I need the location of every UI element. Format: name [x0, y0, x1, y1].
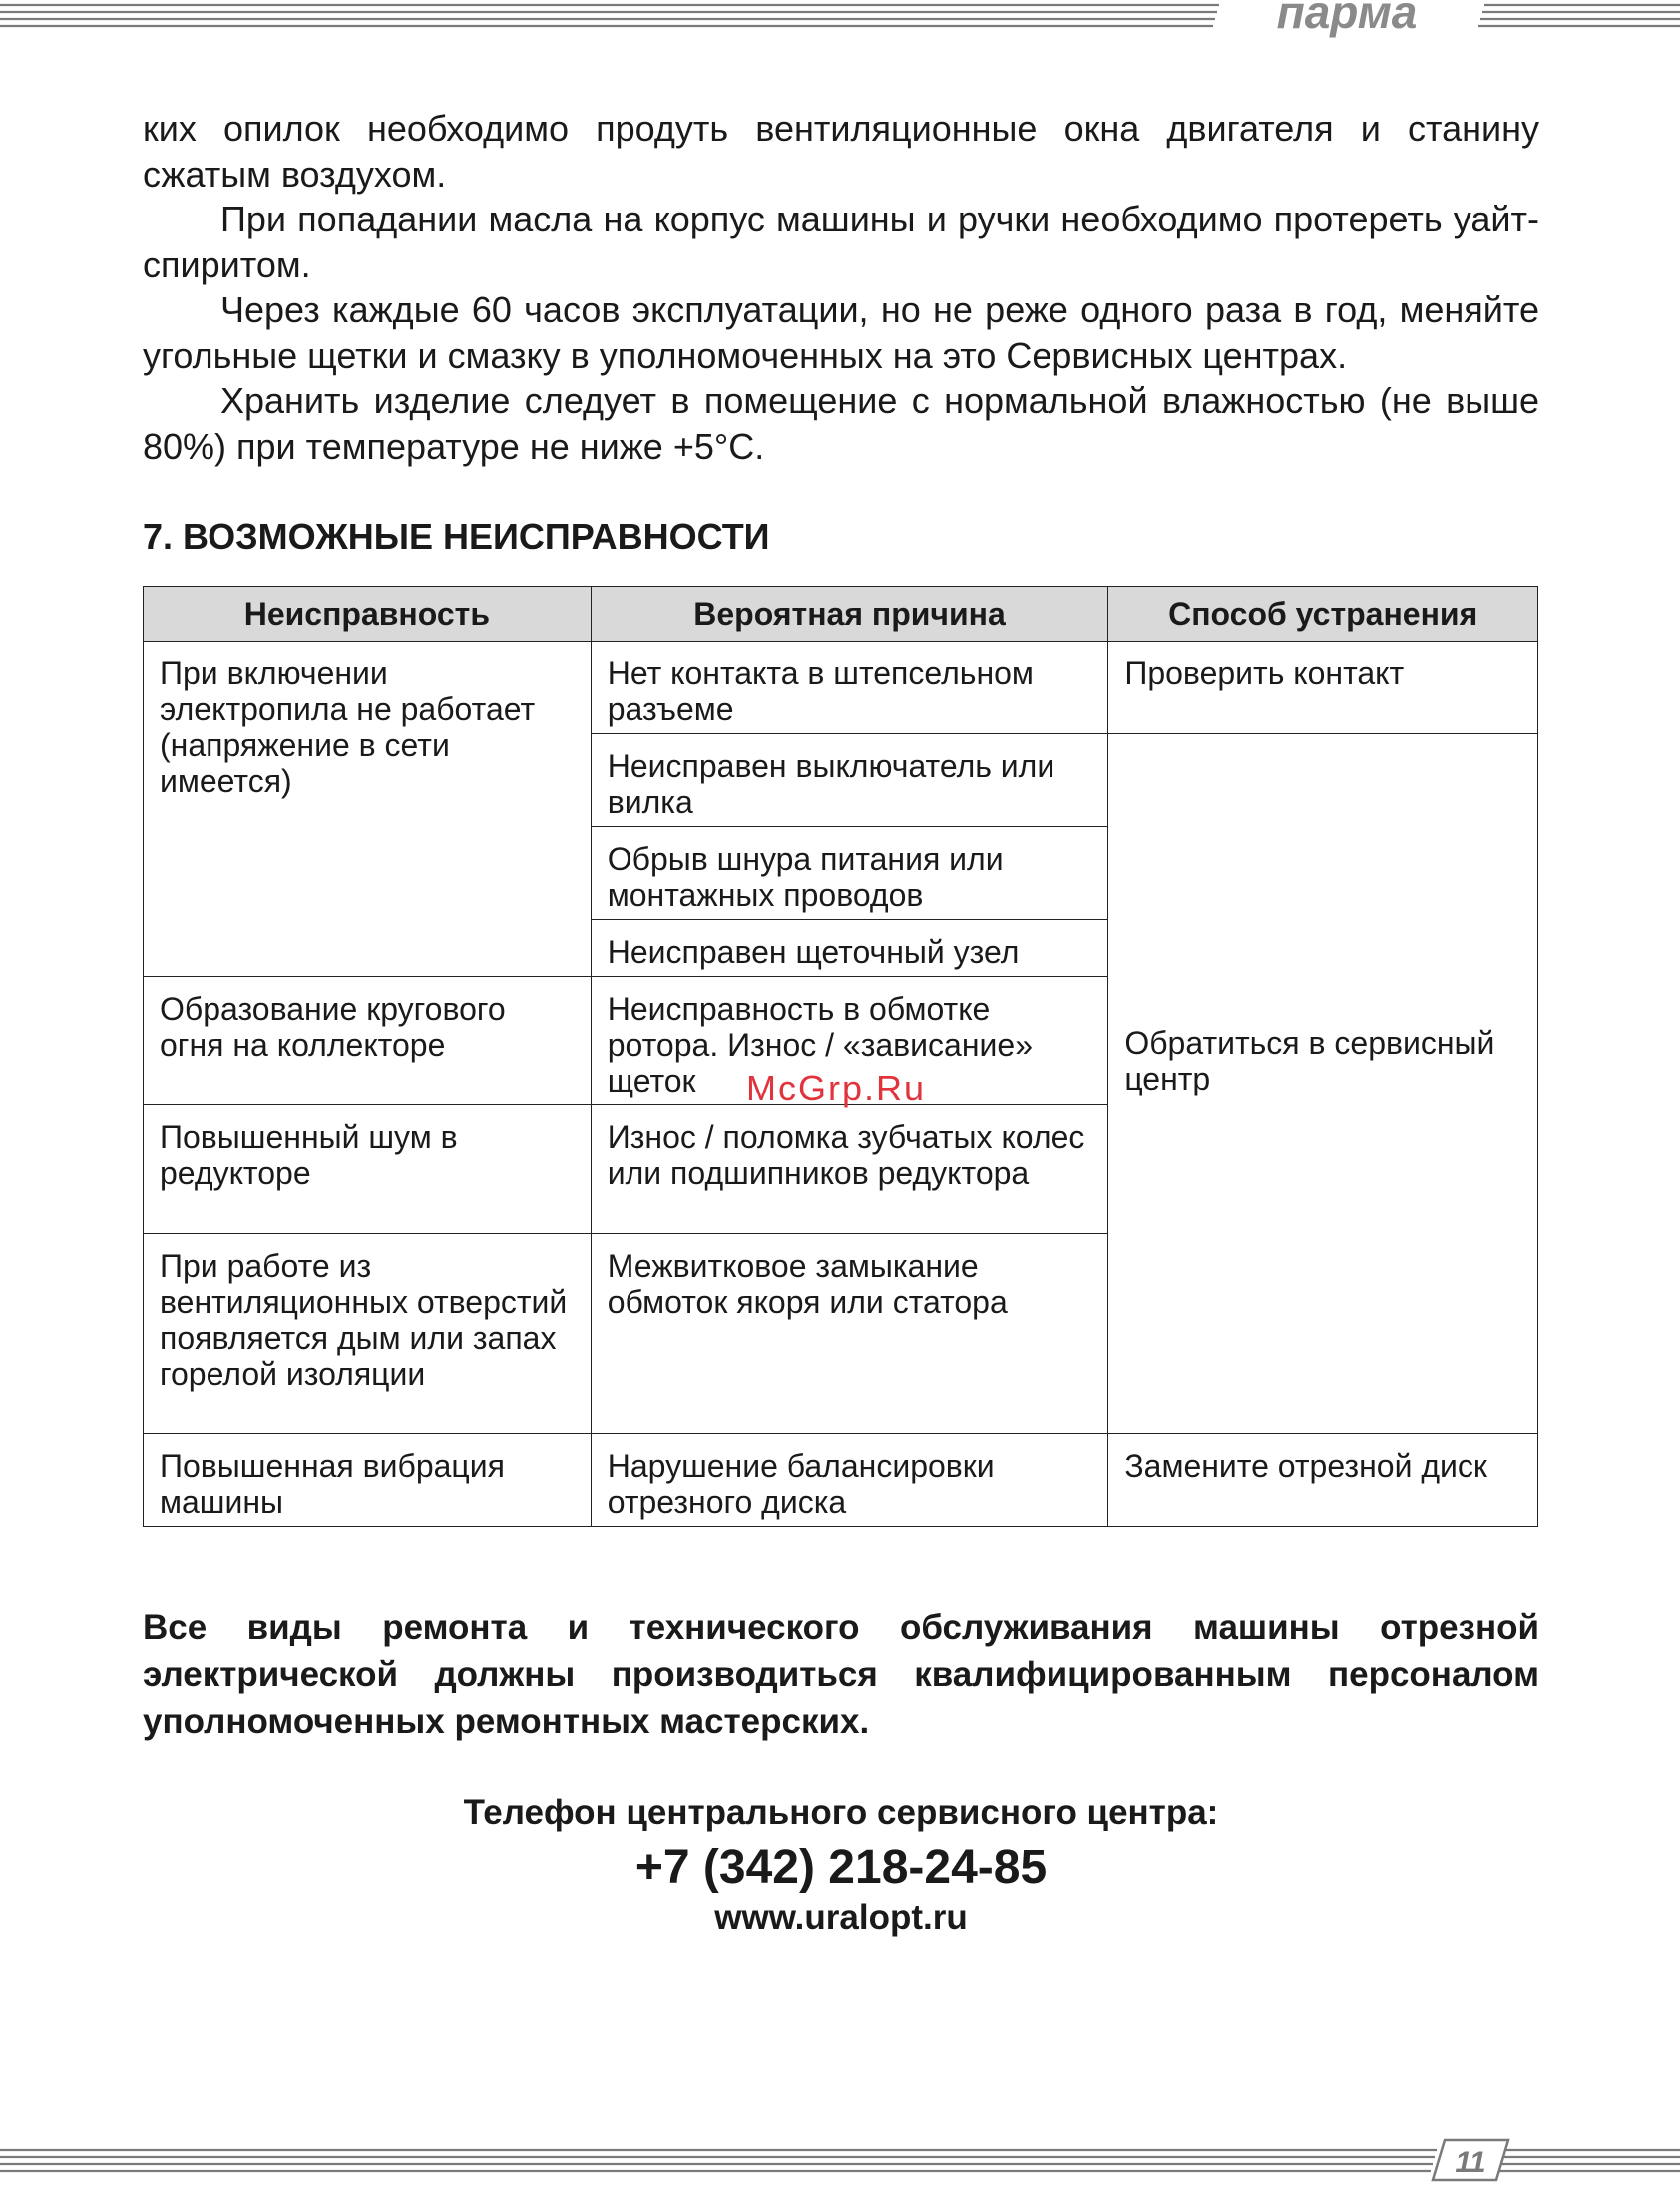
header-cause: Вероятная причина: [591, 587, 1108, 642]
cause-cell: Неисправен выключатель или вилка: [591, 734, 1108, 827]
page-number: 11: [1455, 2146, 1486, 2179]
repair-warning: [143, 1604, 1539, 1745]
fault-cell: При работе из вентиляционных отверстий появляется дым или запах горелой изоляции: [144, 1234, 592, 1434]
fault-cell: Повышенная вибрация машины: [144, 1434, 592, 1527]
paragraph-storage: Хранить изделие следует в помещение с нормальной влажностью (не выше 80%) при температуре не ниже +5°С.: [143, 380, 1539, 467]
cause-cell: Нарушение балансировки отрезного диска: [591, 1434, 1108, 1527]
section-title: 7. ВОЗМОЖНЫЕ НЕИСПРАВНОСТИ: [143, 516, 770, 557]
fault-cell: Образование кругового огня на коллекторе: [144, 977, 592, 1105]
cause-cell: Обрыв шнура питания или монтажных проводов: [591, 827, 1108, 920]
watermark: McGrp.Ru: [746, 1068, 927, 1108]
header-remedy: Способ устранения: [1108, 587, 1538, 642]
faults-table: [143, 586, 1538, 1527]
contact-block: [143, 1791, 1539, 1939]
remedy-cell: Замените отрезной диск: [1108, 1434, 1538, 1527]
phone-label: Телефон центрального сервисного центра:: [463, 1793, 1219, 1832]
phone-number: +7 (342) 218-24-85: [634, 1841, 1048, 1894]
body-text: [143, 106, 1539, 469]
fault-cell: Повышенный шум в редукторе: [144, 1105, 592, 1234]
website-link: www.uralopt.ru: [714, 1898, 968, 1937]
page-header: [0, 0, 1680, 40]
table-row: [144, 1434, 1538, 1527]
paragraph-brushes: Через каждые 60 часов эксплуатации, но не реже одного раза в год, меняйте угольные щетки и смазку в уполномоченных на это Сервисных центрах.: [143, 289, 1539, 376]
cause-cell: Неисправность в обмотке ротора. Износ / «зависание» щеток: [591, 977, 1108, 1105]
table-row: [144, 642, 1538, 734]
warning-text: Все виды ремонта и технического обслуживания машины отрезной электрической должны производиться квалифицированным персоналом уполномоченных ремонтных мастерских.: [143, 1608, 1539, 1741]
header-lines: [0, 0, 1680, 40]
cause-cell: Нет контакта в штепсельном разъеме: [591, 642, 1108, 734]
paragraph-oil: При попадании масла на корпус машины и ручки необходимо протереть уайт-спиритом.: [143, 199, 1539, 285]
footer-lines: [0, 2135, 1680, 2182]
fault-cell: При включении электропила не работает (напряжение в сети имеется): [144, 642, 592, 977]
remedy-cell: Проверить контакт: [1108, 642, 1538, 734]
table-header-row: [144, 587, 1538, 642]
page-footer: [0, 2135, 1680, 2182]
remedy-cell: Обратиться в сервисный центр: [1108, 734, 1538, 1434]
paragraph-ventilation: ких опилок необходимо продуть вентиляционные окна двигателя и станину сжатым воздухом.: [143, 108, 1539, 195]
cause-cell: Межвитковое замыкание обмоток якоря или статора: [591, 1234, 1108, 1434]
cause-cell: Износ / поломка зубчатых колес или подшипников редуктора: [591, 1105, 1108, 1234]
cause-cell: Неисправен щеточный узел: [591, 920, 1108, 977]
header-fault: Неисправность: [144, 587, 592, 642]
brand-logo: парма: [1276, 0, 1418, 38]
